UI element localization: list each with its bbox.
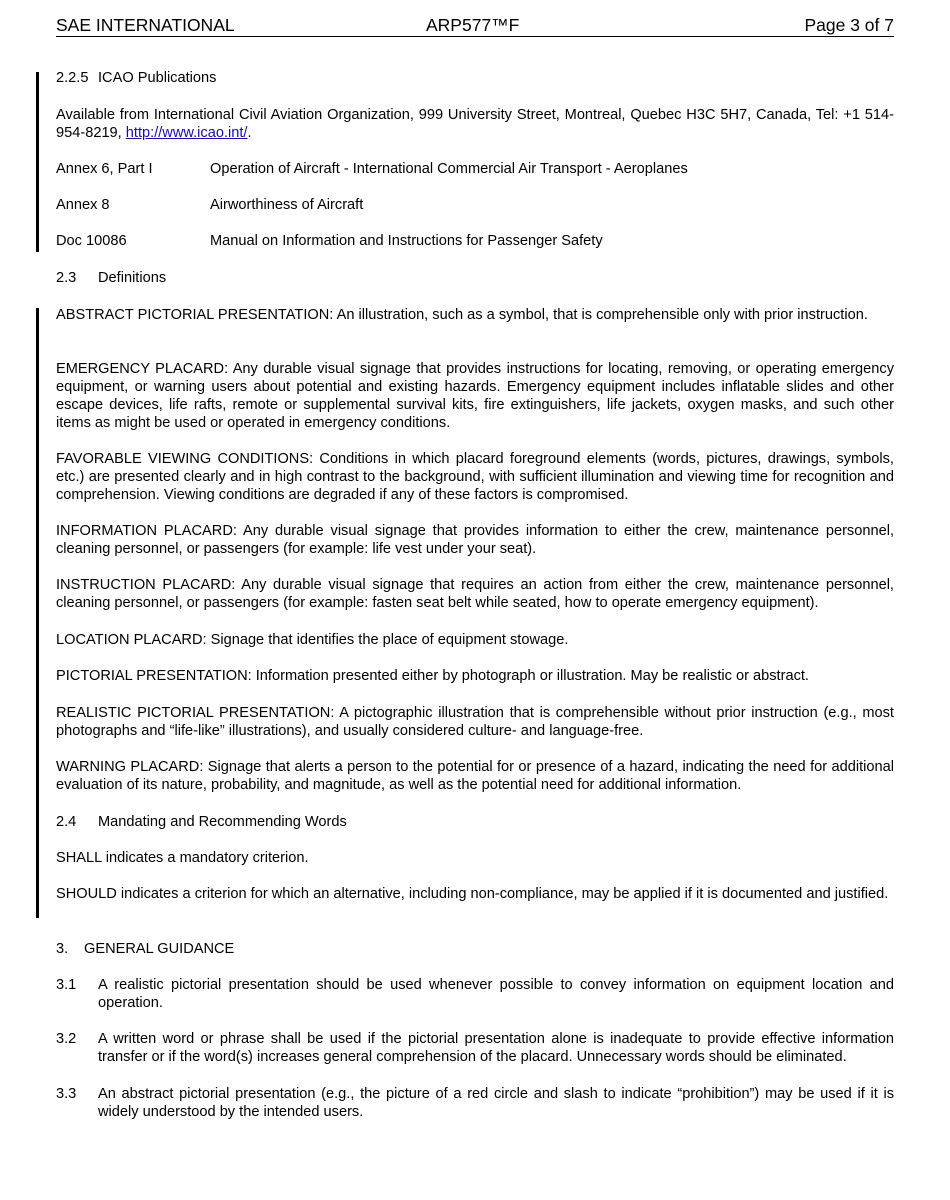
section-title: Mandating and Recommending Words bbox=[98, 814, 347, 830]
reference-title: Manual on Information and Instructions for Passenger Safety bbox=[210, 233, 603, 249]
section-heading-3 bbox=[56, 940, 235, 958]
section-heading-2-4 bbox=[56, 813, 347, 831]
section-heading-2-3 bbox=[56, 269, 167, 287]
section-number: 2.4 bbox=[56, 814, 77, 830]
header-page-number: Page 3 of 7 bbox=[804, 15, 894, 35]
definition-paragraph: LOCATION PLACARD: Signage that identifies the place of equipment stowage. bbox=[56, 632, 569, 648]
item-number: 3.1 bbox=[56, 977, 77, 993]
guidance-item-text: An abstract pictorial presentation (e.g., the picture of a red circle and slash to indicate “prohibition”) may be used if it is widely understood by the intended users. bbox=[98, 1086, 894, 1120]
definition-paragraph: INSTRUCTION PLACARD: Any durable visual signage that requires an action from either the crew, maintenance personnel, cleaning personnel, or passengers (for example: fasten seat belt while seated, how to operate emergency equipment). bbox=[56, 577, 894, 611]
item-number: 3.2 bbox=[56, 1031, 77, 1047]
definition-paragraph: INFORMATION PLACARD: Any durable visual signage that provides information to either the crew, maintenance personnel, cleaning personnel, or passengers (for example: life vest under your seat). bbox=[56, 523, 894, 557]
definition-paragraph: FAVORABLE VIEWING CONDITIONS: Conditions in which placard foreground elements (words, pictures, drawings, symbols, etc.) are presented clearly and in high contrast to the background, with sufficient illumination and viewing time for recognition and comprehension. Viewing conditions are degraded if any of these factors is compromised. bbox=[56, 451, 894, 503]
section-number: 2.2.5 bbox=[56, 70, 89, 86]
definition-paragraph: WARNING PLACARD: Signage that alerts a person to the potential for or presence of a hazard, indicating the need for additional evaluation of its nature, probability, and magnitude, as well as the potential need for additional information. bbox=[56, 759, 894, 793]
guidance-item-text: A realistic pictorial presentation should be used whenever possible to convey information on equipment location and operation. bbox=[98, 977, 894, 1011]
header-doc-id: ARP577™F bbox=[426, 15, 520, 35]
reference-title: Operation of Aircraft - International Commercial Air Transport - Aeroplanes bbox=[210, 161, 688, 177]
reference-label: Annex 6, Part I bbox=[56, 161, 153, 177]
icao-availability-paragraph: Available from International Civil Aviation Organization, 999 University Street, Montreal, Quebec H3C 5H7, Canada, Tel: +1 514-954-8219, http://www.icao.int/. bbox=[56, 107, 894, 141]
change-bar bbox=[36, 72, 39, 252]
reference-title: Airworthiness of Aircraft bbox=[210, 197, 364, 213]
page-header bbox=[56, 14, 894, 37]
section-title: GENERAL GUIDANCE bbox=[84, 941, 235, 957]
shall-definition: SHALL indicates a mandatory criterion. bbox=[56, 850, 309, 866]
definition-paragraph: REALISTIC PICTORIAL PRESENTATION: A pictographic illustration that is comprehensible without prior instruction (e.g., most photographs and “life-like” illustrations), and usually considered culture- and language-free. bbox=[56, 705, 894, 739]
section-title: ICAO Publications bbox=[98, 70, 217, 86]
section-title: Definitions bbox=[98, 270, 167, 286]
section-number: 2.3 bbox=[56, 270, 77, 286]
change-bar bbox=[36, 308, 39, 918]
section-number: 3. bbox=[56, 941, 69, 957]
definition-paragraph: PICTORIAL PRESENTATION: Information presented either by photograph or illustration. May be realistic or abstract. bbox=[56, 668, 809, 684]
reference-label: Annex 8 bbox=[56, 197, 110, 213]
availability-text: Available from International Civil Aviation Organization, 999 University Street, Montreal, Quebec H3C 5H7, Canada, Tel: +1 514-954-8219, bbox=[56, 107, 894, 141]
header-org: SAE INTERNATIONAL bbox=[56, 15, 235, 35]
item-number: 3.3 bbox=[56, 1086, 77, 1102]
icao-link[interactable]: http://www.icao.int/ bbox=[125, 125, 248, 141]
definition-paragraph: ABSTRACT PICTORIAL PRESENTATION: An illustration, such as a symbol, that is comprehensible only with prior instruction. bbox=[56, 307, 868, 323]
reference-label: Doc 10086 bbox=[56, 233, 127, 249]
definition-paragraph: EMERGENCY PLACARD: Any durable visual signage that provides instructions for locating, removing, or operating emergency equipment, or warning users about potential and existing hazards. Emergency equipment includes inflatable slides and other escape devices, life rafts, remote or supplemental survival kits, fire extinguishers, life jackets, oxygen masks, and such other items as might be used or operated in emergency conditions. bbox=[56, 361, 894, 431]
section-heading-2-2-5 bbox=[56, 69, 217, 87]
guidance-item-text: A written word or phrase shall be used if the pictorial presentation alone is inadequate to provide effective information transfer or if the word(s) increases general comprehension of the placard. Unnecessary words should be eliminated. bbox=[98, 1031, 894, 1065]
should-definition: SHOULD indicates a criterion for which an alternative, including non-compliance, may be applied if it is documented and justified. bbox=[56, 886, 889, 902]
